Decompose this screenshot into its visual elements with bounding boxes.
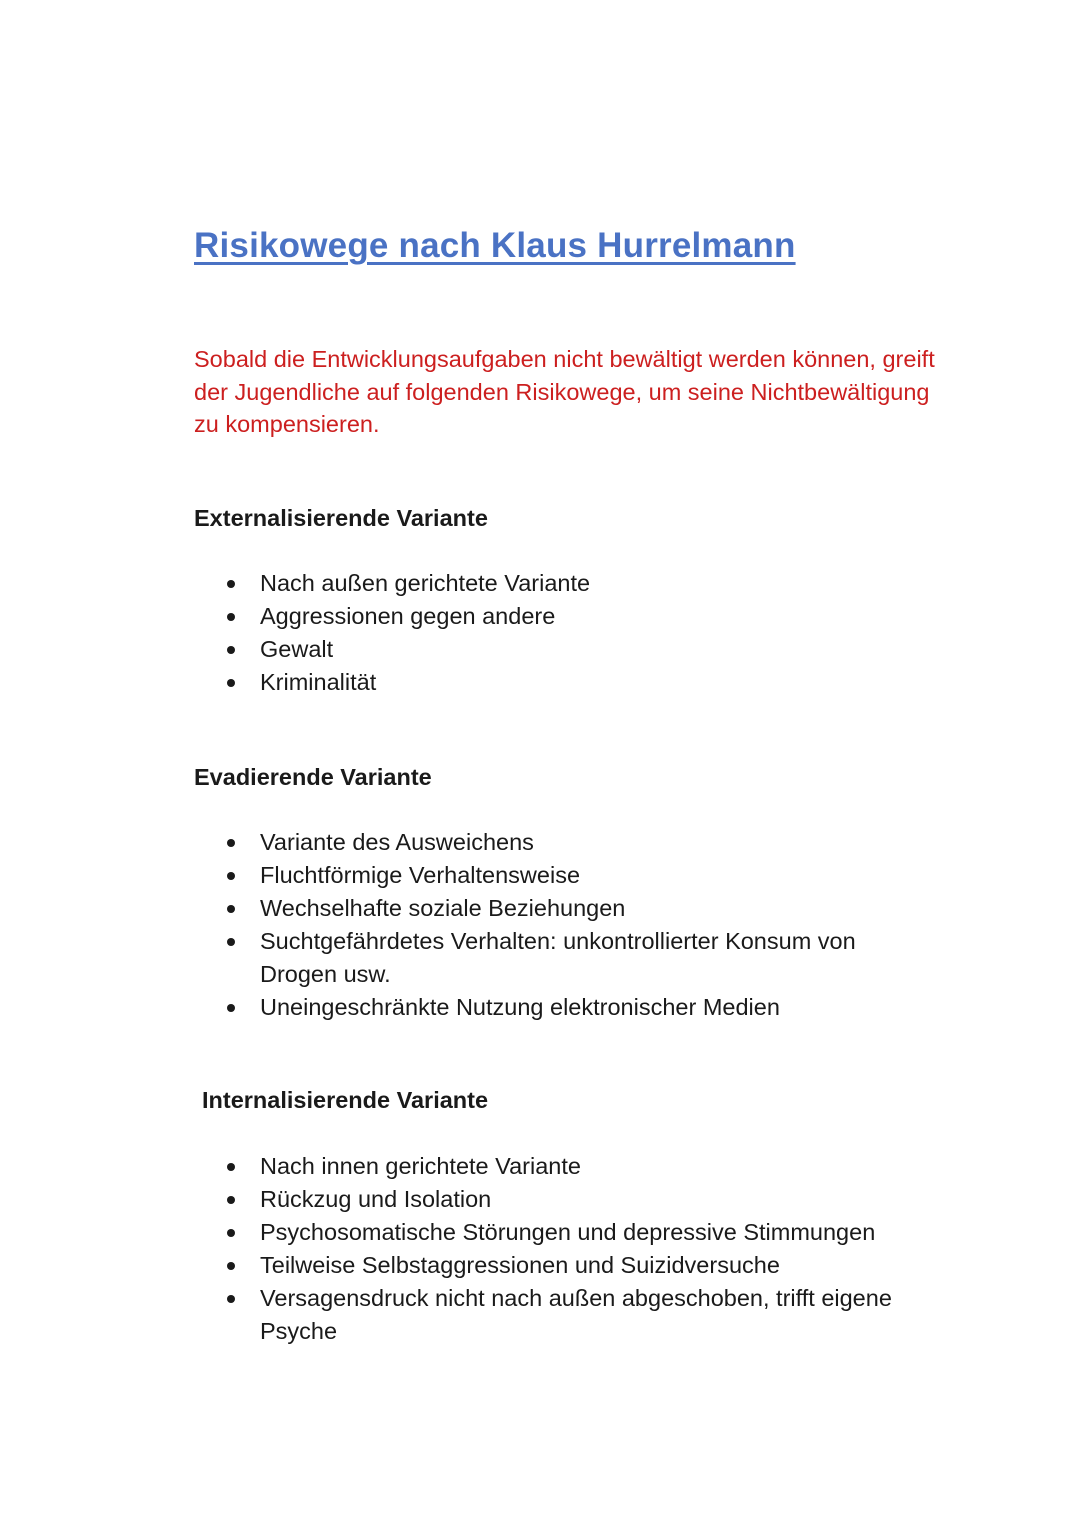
bullet-icon [227,1196,235,1204]
section-heading-externalisierend: Externalisierende Variante [194,505,488,531]
list-item: Wechselhafte soziale Beziehungen [194,892,914,925]
bullet-icon [227,938,235,946]
list-item: Uneingeschränkte Nutzung elektronischer Medien [194,991,914,1024]
list-internalisierend [194,1150,954,1348]
list-item: Gewalt [194,633,974,666]
list-item: Aggressionen gegen andere [194,600,974,633]
list-item: Suchtgefährdetes Verhalten: unkontrollierter Konsum von Drogen usw. [194,925,914,991]
bullet-icon [227,839,235,847]
list-item: Rückzug und Isolation [194,1183,954,1216]
list-item: Psychosomatische Störungen und depressive Stimmungen [194,1216,954,1249]
list-item: Variante des Ausweichens [194,826,914,859]
list-item: Nach innen gerichtete Variante [194,1150,954,1183]
page-title: Risikowege nach Klaus Hurrelmann [194,226,796,265]
intro-paragraph: Sobald die Entwicklungsaufgaben nicht bewältigt werden können, greift der Jugendliche auf folgenden Risikowege, um seine Nichtbewältigung zu kompensieren. [194,346,935,437]
bullet-icon [227,679,235,687]
bullet-icon [227,1229,235,1237]
bullet-icon [227,905,235,913]
list-evadierend [194,826,914,1024]
list-item: Versagensdruck nicht nach außen abgeschoben, trifft eigene Psyche [194,1282,954,1348]
section-heading-internalisierend: Internalisierende Variante [202,1087,489,1113]
bullet-icon [227,1004,235,1012]
list-item: Nach außen gerichtete Variante [194,567,974,600]
bullet-icon [227,613,235,621]
bullet-icon [227,1262,235,1270]
bullet-icon [227,872,235,880]
list-externalisierend [194,567,974,699]
list-item: Fluchtförmige Verhaltensweise [194,859,914,892]
bullet-icon [227,1295,235,1303]
section-heading-evadierend: Evadierende Variante [194,764,432,790]
bullet-icon [227,580,235,588]
list-item: Teilweise Selbstaggressionen und Suizidversuche [194,1249,954,1282]
bullet-icon [227,1163,235,1171]
list-item: Kriminalität [194,666,974,699]
bullet-icon [227,646,235,654]
